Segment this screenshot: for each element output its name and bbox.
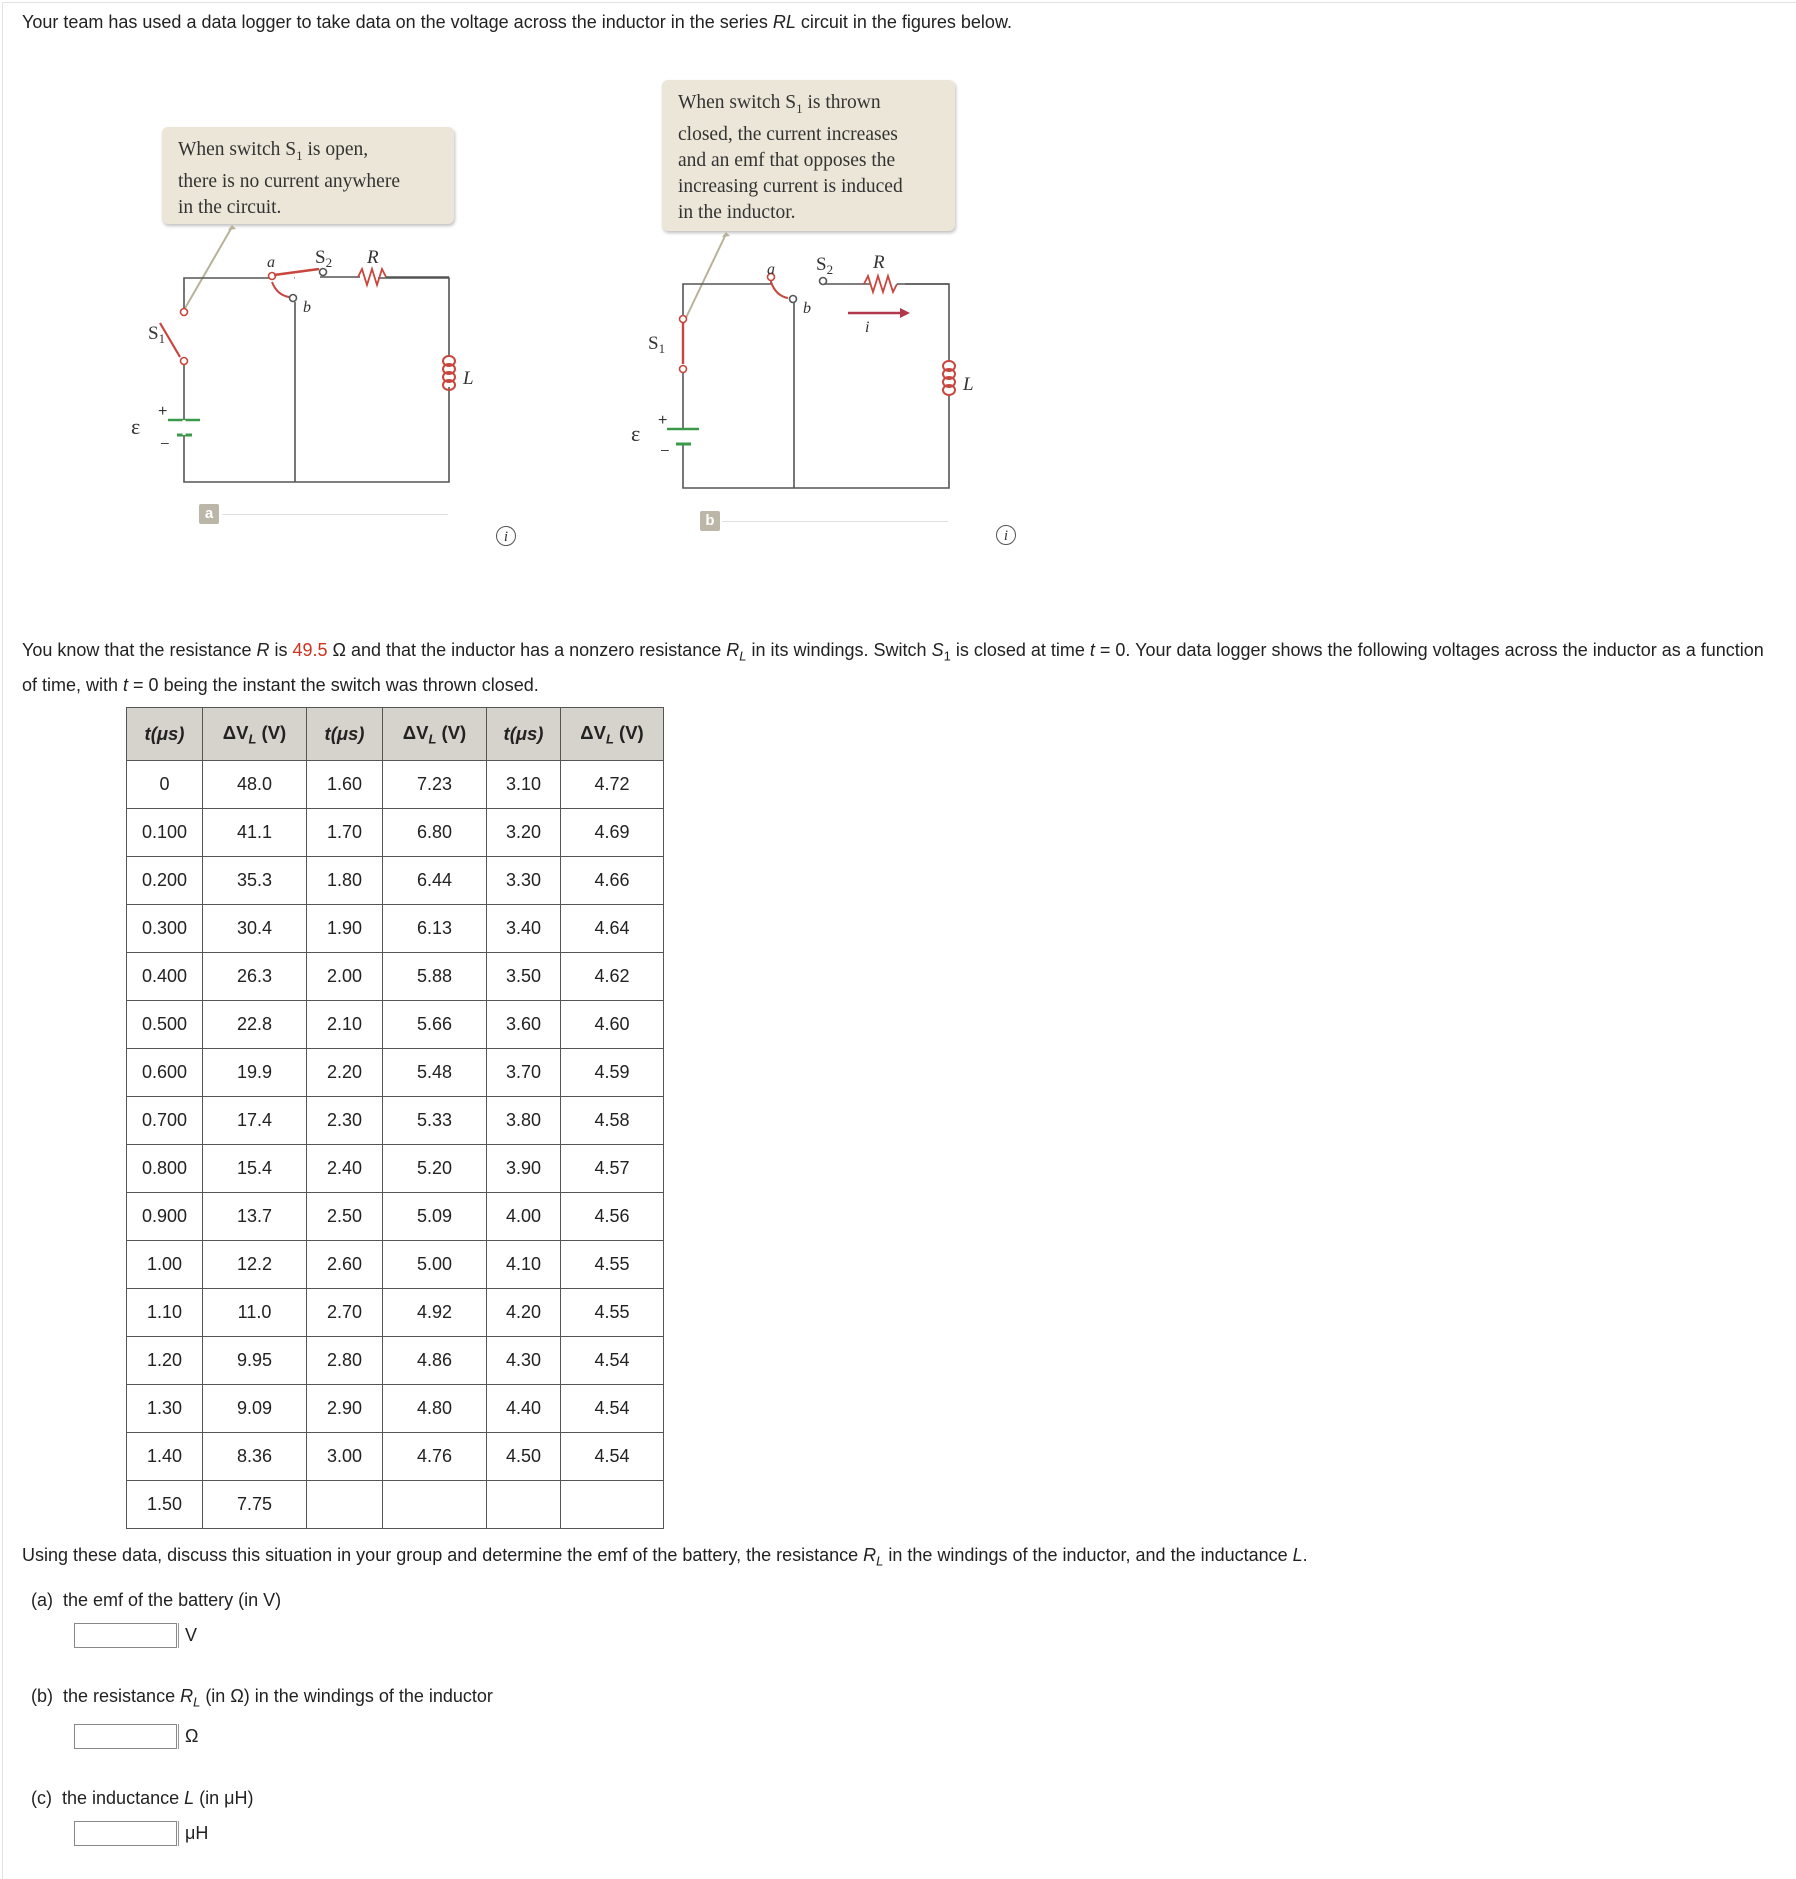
voltage-cell: 4.64 (561, 905, 664, 953)
voltage-cell: 4.60 (561, 1001, 664, 1049)
table-row (127, 761, 664, 809)
time-cell: 3.40 (487, 905, 561, 953)
voltage-cell: 35.3 (203, 857, 307, 905)
header-voltage: $\Delta V_L$ (V) (383, 708, 487, 761)
callout-pointer-a (184, 227, 232, 310)
figure-divider-b (722, 521, 948, 522)
svg-text:S1: $S_1$ (148, 323, 166, 346)
figure-label-a: a (199, 504, 219, 524)
voltage-cell (561, 1481, 664, 1529)
current-arrow (848, 308, 910, 318)
voltage-cell: 9.95 (203, 1337, 307, 1385)
voltage-cell: 4.80 (383, 1385, 487, 1433)
time-cell: 0.100 (127, 809, 203, 857)
callout-a: When switch $S_1$ is open, there is no current anywhere in the circuit. (162, 127, 454, 224)
time-cell: 2.30 (307, 1097, 383, 1145)
time-cell: 4.00 (487, 1193, 561, 1241)
time-cell (487, 1481, 561, 1529)
time-cell: 3.60 (487, 1001, 561, 1049)
time-cell: 2.90 (307, 1385, 383, 1433)
voltage-cell: 6.80 (383, 809, 487, 857)
table-row (127, 1481, 664, 1529)
resistance-answer-input[interactable] (74, 1724, 177, 1749)
voltage-cell: 4.58 (561, 1097, 664, 1145)
time-cell: 0.200 (127, 857, 203, 905)
time-cell: 1.80 (307, 857, 383, 905)
svg-text:b: b (803, 300, 811, 317)
svg-text:S1: $S_1$ (648, 333, 666, 356)
time-cell: 0 (127, 761, 203, 809)
time-cell: 4.40 (487, 1385, 561, 1433)
svg-text:b: b (303, 299, 311, 316)
svg-text:a: a (267, 254, 275, 271)
figure-label-b: b (700, 511, 720, 531)
problem-paragraph: You know that the resistance R is 49.5 Ω and that the inductor has a nonzero resistance $R_L$ in its windings. Switch $S_1$ is closed at time t = 0. Your data logger shows the following voltages across the inductor as a function of time, with t = 0 being the instant the switch was thrown closed. (22, 640, 1764, 695)
voltage-cell: 4.72 (561, 761, 664, 809)
time-cell: 0.800 (127, 1145, 203, 1193)
svg-text:i: i (865, 319, 870, 336)
info-icon-a[interactable]: i (496, 526, 516, 546)
time-cell: 1.40 (127, 1433, 203, 1481)
voltage-cell: 5.09 (383, 1193, 487, 1241)
time-cell: 3.90 (487, 1145, 561, 1193)
table-row (127, 905, 664, 953)
table-row (127, 809, 664, 857)
time-cell: 0.900 (127, 1193, 203, 1241)
svg-text:R: R (873, 252, 885, 273)
time-cell: 4.50 (487, 1433, 561, 1481)
header-voltage: $\Delta V_L$ (V) (203, 708, 307, 761)
time-cell: 0.500 (127, 1001, 203, 1049)
time-cell: 1.30 (127, 1385, 203, 1433)
voltage-cell: 4.56 (561, 1193, 664, 1241)
table-row (127, 1289, 664, 1337)
voltage-cell: 12.2 (203, 1241, 307, 1289)
unit-label-b: Ω (178, 1724, 198, 1749)
question-b: (b) the resistance $R_L$ (in Ω) in the windings of the inductor (31, 1686, 493, 1710)
voltage-cell: 4.86 (383, 1337, 487, 1385)
inductor-b (941, 361, 957, 396)
time-cell: 0.600 (127, 1049, 203, 1097)
time-cell: 4.10 (487, 1241, 561, 1289)
time-cell: 2.70 (307, 1289, 383, 1337)
table-row (127, 1049, 664, 1097)
time-cell: 1.20 (127, 1337, 203, 1385)
voltage-cell: 5.00 (383, 1241, 487, 1289)
time-cell: 1.00 (127, 1241, 203, 1289)
time-cell: 3.10 (487, 761, 561, 809)
time-cell: 3.50 (487, 953, 561, 1001)
voltage-cell: 15.4 (203, 1145, 307, 1193)
table-row (127, 857, 664, 905)
voltage-cell: 8.36 (203, 1433, 307, 1481)
emf-answer-input[interactable] (74, 1623, 177, 1648)
time-cell: 2.60 (307, 1241, 383, 1289)
voltage-cell: 5.48 (383, 1049, 487, 1097)
time-cell: 3.30 (487, 857, 561, 905)
voltage-cell: 41.1 (203, 809, 307, 857)
table-row (127, 1241, 664, 1289)
time-cell: 4.30 (487, 1337, 561, 1385)
svg-text:+: + (158, 403, 168, 420)
voltage-cell: 11.0 (203, 1289, 307, 1337)
unit-label-c: μH (178, 1821, 208, 1846)
time-cell: 0.700 (127, 1097, 203, 1145)
question-c: (c) the inductance L (in μH) (31, 1788, 254, 1808)
voltage-cell: 4.92 (383, 1289, 487, 1337)
time-cell: 1.50 (127, 1481, 203, 1529)
header-time: t(μs) (127, 708, 203, 761)
svg-text:ε: ε (631, 421, 641, 446)
voltage-cell: 26.3 (203, 953, 307, 1001)
voltage-cell: 4.55 (561, 1289, 664, 1337)
voltage-cell: 4.54 (561, 1433, 664, 1481)
time-cell: 2.20 (307, 1049, 383, 1097)
time-cell: 2.50 (307, 1193, 383, 1241)
voltage-cell: 17.4 (203, 1097, 307, 1145)
time-cell: 2.10 (307, 1001, 383, 1049)
voltage-cell: 4.54 (561, 1385, 664, 1433)
callout-b: When switch $S_1$ is thrown closed, the current increases and an emf that opposes the increasing current is induced in the inductor. (662, 80, 955, 231)
voltage-cell: 5.88 (383, 953, 487, 1001)
info-icon-b[interactable]: i (996, 525, 1016, 545)
voltage-cell: 6.13 (383, 905, 487, 953)
svg-text:R: R (367, 247, 379, 268)
question-a: (a) the emf of the battery (in V) (31, 1590, 282, 1610)
voltage-cell: 4.69 (561, 809, 664, 857)
voltage-cell (383, 1481, 487, 1529)
voltage-cell: 4.57 (561, 1145, 664, 1193)
time-cell: 1.60 (307, 761, 383, 809)
voltage-cell: 30.4 (203, 905, 307, 953)
svg-text:L: L (963, 374, 974, 395)
svg-text:S2: $S_2$ (315, 247, 333, 270)
table-row (127, 1097, 664, 1145)
svg-text:L: L (463, 368, 474, 389)
svg-text:+: + (658, 412, 668, 429)
header-voltage: $\Delta V_L$ (V) (561, 708, 664, 761)
time-cell: 2.80 (307, 1337, 383, 1385)
voltage-cell: 5.20 (383, 1145, 487, 1193)
callout-pointer-b (683, 234, 726, 324)
voltage-cell: 7.75 (203, 1481, 307, 1529)
table-row (127, 1001, 664, 1049)
resistor-a (358, 269, 386, 285)
time-cell: 3.00 (307, 1433, 383, 1481)
voltage-cell: 22.8 (203, 1001, 307, 1049)
intro-text: Your team has used a data logger to take data on the voltage across the inductor in the series RL circuit in the figures below. (22, 12, 1012, 32)
voltage-cell: 4.66 (561, 857, 664, 905)
svg-text:–: – (161, 434, 169, 450)
voltage-cell: 7.23 (383, 761, 487, 809)
svg-text:S2: $S_2$ (816, 254, 834, 277)
voltage-cell: 9.09 (203, 1385, 307, 1433)
voltage-cell: 4.62 (561, 953, 664, 1001)
circuit-a (120, 220, 480, 500)
resistance-value: 49.5 (292, 640, 328, 660)
time-cell (307, 1481, 383, 1529)
voltage-cell: 6.44 (383, 857, 487, 905)
svg-text:ε: ε (131, 414, 141, 439)
time-cell: 3.70 (487, 1049, 561, 1097)
table-row (127, 1385, 664, 1433)
voltage-cell: 48.0 (203, 761, 307, 809)
table-row (127, 1145, 664, 1193)
instruction-text: Using these data, discuss this situation in your group and determine the emf of the battery, the resistance $R_L$ in the windings of the inductor, and the inductance L. (22, 1545, 1308, 1569)
circuit-b (620, 228, 1000, 508)
time-cell: 1.10 (127, 1289, 203, 1337)
time-cell: 4.20 (487, 1289, 561, 1337)
time-cell: 3.20 (487, 809, 561, 857)
voltage-cell: 4.55 (561, 1241, 664, 1289)
figure-divider-a (222, 514, 448, 515)
svg-text:–: – (661, 441, 669, 457)
voltage-data-table (126, 707, 664, 1529)
time-cell: 0.300 (127, 905, 203, 953)
voltage-cell: 4.76 (383, 1433, 487, 1481)
voltage-cell: 4.54 (561, 1337, 664, 1385)
header-time: t(μs) (307, 708, 383, 761)
table-row (127, 1337, 664, 1385)
svg-text:a: a (767, 261, 775, 278)
voltage-cell: 13.7 (203, 1193, 307, 1241)
header-time: t(μs) (487, 708, 561, 761)
table-header-row (127, 708, 664, 761)
voltage-cell: 19.9 (203, 1049, 307, 1097)
unit-label-a: V (178, 1623, 197, 1648)
table-row (127, 1433, 664, 1481)
voltage-cell: 5.33 (383, 1097, 487, 1145)
table-row (127, 953, 664, 1001)
time-cell: 2.00 (307, 953, 383, 1001)
voltage-cell: 5.66 (383, 1001, 487, 1049)
voltage-cell: 4.59 (561, 1049, 664, 1097)
time-cell: 0.400 (127, 953, 203, 1001)
time-cell: 1.70 (307, 809, 383, 857)
time-cell: 1.90 (307, 905, 383, 953)
inductance-answer-input[interactable] (74, 1821, 177, 1846)
time-cell: 3.80 (487, 1097, 561, 1145)
time-cell: 2.40 (307, 1145, 383, 1193)
inductor-a (441, 356, 457, 390)
table-row (127, 1193, 664, 1241)
